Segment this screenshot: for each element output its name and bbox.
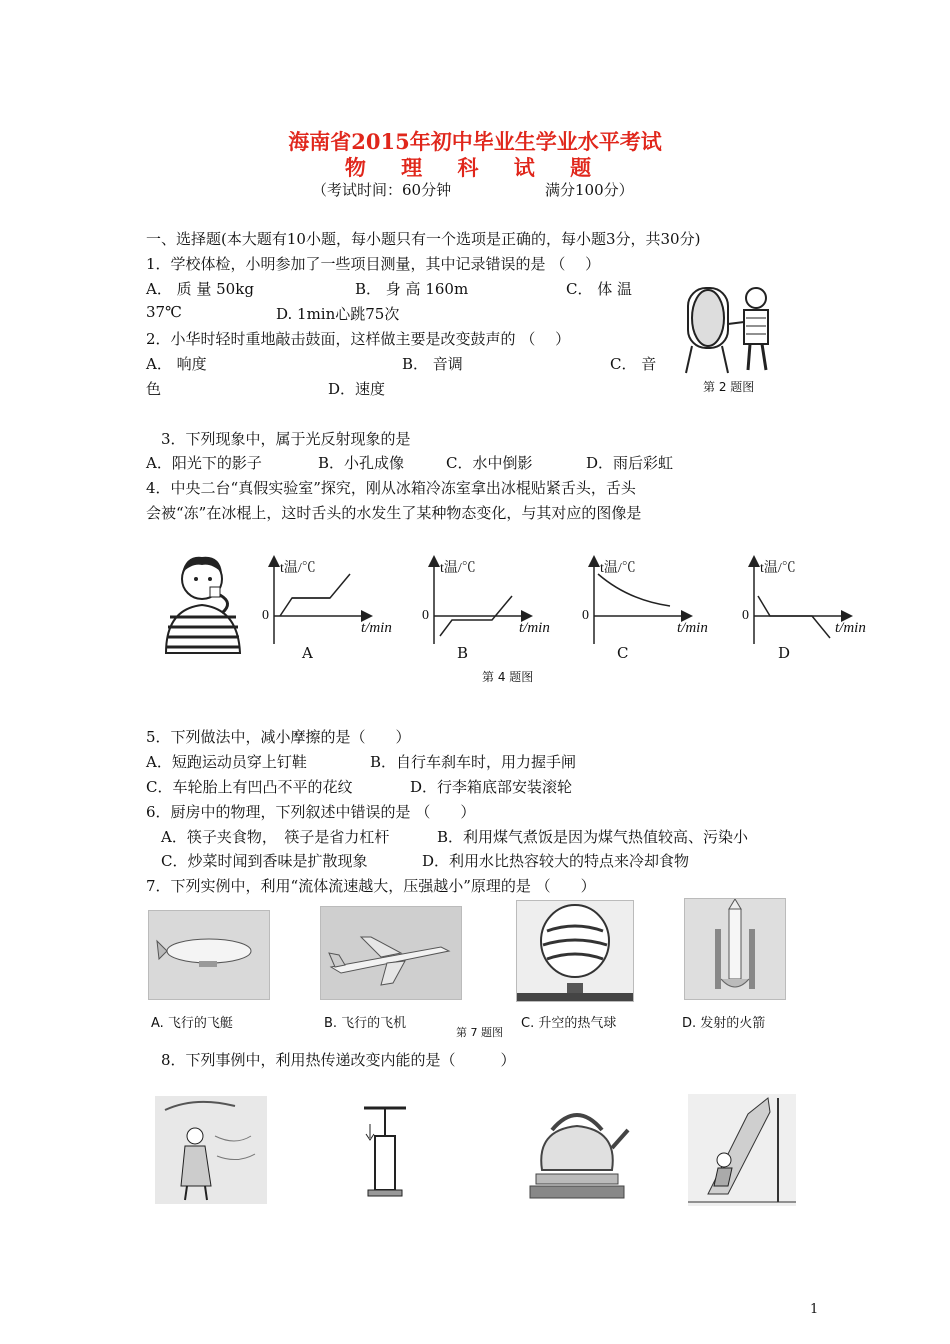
q7-option-b: B. 飞行的飞机 xyxy=(324,1016,407,1031)
q2-stem: 2．小华时轻时重地敲击鼓面，这样做主要是改变鼓声的 （ ） xyxy=(146,330,571,348)
q6-option-d: D．利用水比热容较大的特点来冷却食物 xyxy=(422,852,690,870)
graph-d-label: D xyxy=(778,644,791,662)
q2-option-d: D．速度 xyxy=(328,380,386,398)
rocket-launch-photo xyxy=(684,898,786,1000)
kettle-on-stove xyxy=(522,1100,632,1204)
q2-option-c: C． 音 xyxy=(610,355,657,373)
airplane-photo xyxy=(320,906,462,1000)
q1-option-c-cont: 37℃ xyxy=(146,303,182,321)
q3-option-a: A．阳光下的影子 xyxy=(146,454,262,472)
boy-licking-popsicle xyxy=(156,553,248,657)
q1-option-d: D. 1min心跳75次 xyxy=(276,305,400,323)
graph-c-label: C xyxy=(617,644,629,662)
exam-score: 满分100分） xyxy=(545,181,634,199)
graph-c-ylabel: t温/℃ xyxy=(600,561,636,576)
page-number: 1 xyxy=(810,1302,819,1317)
q7-option-d: D. 发射的火箭 xyxy=(682,1016,766,1031)
q1-option-c: C． 体 温 xyxy=(566,280,633,298)
graph-b-label: B xyxy=(457,644,469,662)
q1-stem: 1．学校体检，小明参加了一些项目测量，其中记录错误的是 （ ） xyxy=(146,255,601,273)
q2-option-a: A． 响度 xyxy=(146,355,207,373)
q1-option-b: B． 身 高 160m xyxy=(355,280,469,298)
q4-graphs xyxy=(258,552,898,664)
child-on-slide xyxy=(688,1094,796,1206)
q7-caption: 第 7 题图 xyxy=(456,1026,503,1039)
hot-air-balloon-photo xyxy=(516,900,634,1002)
q7-stem: 7．下列实例中，利用“流体流速越大，压强越小”原理的是 （ ） xyxy=(146,877,596,895)
graph-d-ylabel: t温/℃ xyxy=(760,561,796,576)
q6-option-a: A．筷子夹食物， 筷子是省力杠杆 xyxy=(161,828,390,846)
q4-line2: 会被“冻”在冰棍上，这时舌头的水发生了某种物态变化，与其对应的图像是 xyxy=(146,504,642,522)
q3-option-b: B．小孔成像 xyxy=(318,454,405,472)
graph-a-ylabel: t温/℃ xyxy=(280,561,316,576)
graph-a-origin: 0 xyxy=(262,608,269,623)
q7-option-c: C. 升空的热气球 xyxy=(521,1016,617,1031)
q4-caption: 第 4 题图 xyxy=(482,670,534,684)
q5-option-c: C．车轮胎上有凹凸不平的花纹 xyxy=(146,778,353,796)
q5-option-d: D．行李箱底部安装滚轮 xyxy=(410,778,573,796)
q4-line1: 4．中央二台“真假实验室”探究，刚从冰箱冷冻室拿出冰棍贴紧舌头，舌头 xyxy=(146,479,636,497)
q2-caption: 第 2 题图 xyxy=(703,380,755,394)
exam-subtitle: 物 理 科 试 题 xyxy=(344,155,606,180)
graph-b-ylabel: t温/℃ xyxy=(440,561,476,576)
air-compression-cylinder xyxy=(360,1100,410,1200)
graph-b-origin: 0 xyxy=(422,608,429,623)
drum-illustration xyxy=(682,278,782,376)
q2-option-c-cont: 色 xyxy=(146,380,162,398)
graph-b-xlabel: t/min xyxy=(519,620,550,636)
airship-photo xyxy=(148,910,270,1000)
q1-option-a: A． 质 量 50kg xyxy=(146,280,254,298)
graph-a-label: A xyxy=(302,644,313,662)
q2-option-b: B． 音调 xyxy=(402,355,463,373)
person-in-cold-wind xyxy=(155,1096,267,1204)
q7-option-a: A. 飞行的飞艇 xyxy=(151,1016,233,1031)
q3-option-c: C．水中倒影 xyxy=(446,454,533,472)
graph-c-origin: 0 xyxy=(582,608,589,623)
q6-option-b: B．利用煤气煮饭是因为煤气热值较高、污染小 xyxy=(437,828,749,846)
section-heading: 一、选择题(本大题有10小题，每小题只有一个选项是正确的，每小题3分，共30分) xyxy=(146,230,701,248)
graph-c-xlabel: t/min xyxy=(677,620,708,636)
q3-option-d: D．雨后彩虹 xyxy=(586,454,674,472)
q6-option-c: C．炒菜时闻到香味是扩散现象 xyxy=(161,852,368,870)
exam-title: 海南省2015年初中毕业生学业水平考试 xyxy=(288,129,662,154)
graph-a-xlabel: t/min xyxy=(361,620,392,636)
q8-stem: 8．下列事例中，利用热传递改变内能的是（ ） xyxy=(161,1051,516,1069)
q5-option-a: A．短跑运动员穿上钉鞋 xyxy=(146,753,307,771)
q5-stem: 5．下列做法中，减小摩擦的是（ ） xyxy=(146,728,411,746)
q3-stem: 3．下列现象中，属于光反射现象的是 xyxy=(161,430,411,448)
graph-d-xlabel: t/min xyxy=(835,620,866,636)
graph-d-origin: 0 xyxy=(742,608,749,623)
exam-time: （考试时间：60分钟 xyxy=(312,181,452,199)
q6-stem: 6．厨房中的物理，下列叙述中错误的是 （ ） xyxy=(146,803,476,821)
q5-option-b: B．自行车刹车时，用力握手闸 xyxy=(370,753,577,771)
